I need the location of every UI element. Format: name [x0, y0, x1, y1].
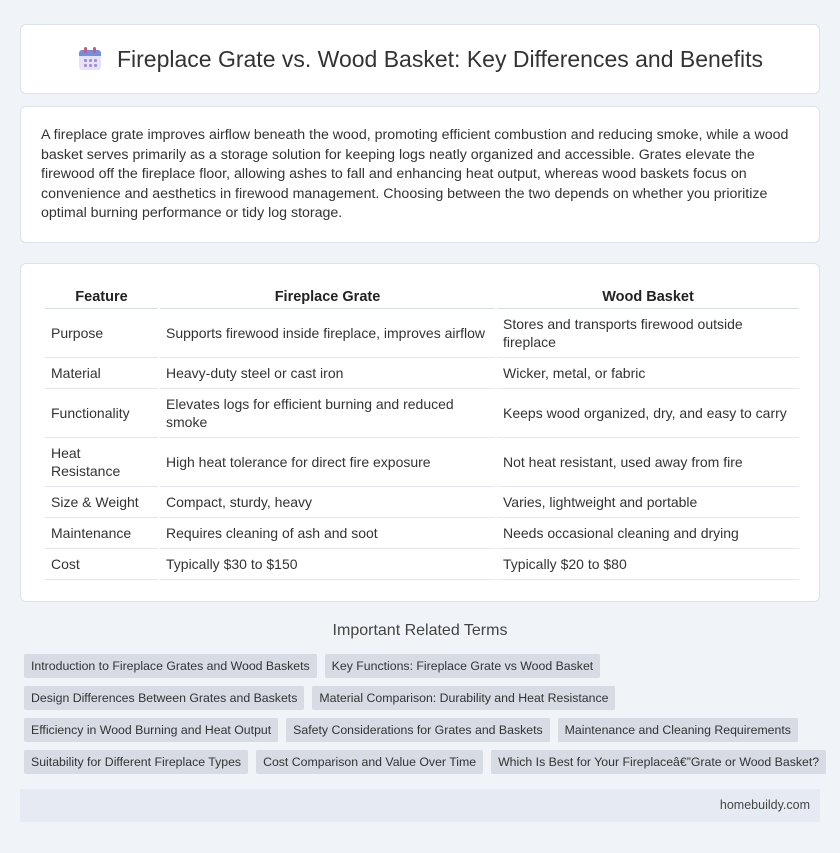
table-row [45, 487, 799, 518]
footer [20, 789, 820, 822]
title-card [20, 24, 820, 94]
basket-cell: Varies, lightweight and portable [497, 487, 799, 518]
table-row [45, 518, 799, 549]
header-fireplace-grate: Fireplace Grate [160, 285, 495, 309]
intro-paragraph: A fireplace grate improves airflow beneath the wood, promoting efficient combustion and reducing smoke, while a wood basket serves primarily as a storage solution for keeping logs neatly organized and accessible. Grates elevate the firewood off the fireplace floor, allowing ashes to fall and enhancing heat output, whereas wood baskets focus on convenience and aesthetics in firewood management. Choosing between the two depends on whether you prioritize optimal burning performance or tidy log storage. [41, 127, 789, 221]
related-term-tag[interactable]: Material Comparison: Durability and Heat Resistance [312, 686, 615, 710]
feature-cell: Functionality [45, 389, 158, 438]
related-terms-title: Important Related Terms [332, 622, 508, 639]
related-term-tag[interactable]: Which Is Best for Your Fireplaceâ€”Grate or Wood Basket? [491, 750, 826, 774]
basket-cell: Keeps wood organized, dry, and easy to carry [497, 389, 799, 438]
related-term-tag[interactable]: Introduction to Fireplace Grates and Wood Baskets [24, 654, 317, 678]
related-term-tag[interactable]: Efficiency in Wood Burning and Heat Output [24, 718, 278, 742]
grate-cell: Compact, sturdy, heavy [160, 487, 495, 518]
page-title: Fireplace Grate vs. Wood Basket: Key Differences and Benefits [116, 45, 764, 72]
basket-cell: Stores and transports firewood outside fireplace [497, 309, 799, 358]
table-row [45, 389, 799, 438]
feature-cell: Cost [45, 549, 158, 580]
basket-cell: Typically $20 to $80 [497, 549, 799, 580]
related-term-tag[interactable]: Suitability for Different Fireplace Types [24, 750, 248, 774]
related-terms-section [20, 622, 820, 651]
grate-cell: Supports firewood inside fireplace, improves airflow [160, 309, 495, 358]
comparison-table [43, 285, 801, 580]
feature-cell: Purpose [45, 309, 158, 358]
feature-cell: Heat Resistance [45, 438, 158, 487]
related-term-tag[interactable]: Key Functions: Fireplace Grate vs Wood Basket [325, 654, 601, 678]
related-terms-tags [24, 654, 820, 782]
header-feature: Feature [45, 285, 158, 309]
table-header-row [45, 285, 799, 309]
table-row [45, 549, 799, 580]
grate-cell: Requires cleaning of ash and soot [160, 518, 495, 549]
basket-cell: Wicker, metal, or fabric [497, 358, 799, 389]
related-term-tag[interactable]: Safety Considerations for Grates and Baskets [286, 718, 549, 742]
table-row [45, 358, 799, 389]
footer-site-link[interactable]: homebuildy.com [719, 798, 810, 812]
basket-cell: Not heat resistant, used away from fire [497, 438, 799, 487]
calendar-icon [77, 46, 103, 72]
basket-cell: Needs occasional cleaning and drying [497, 518, 799, 549]
grate-cell: Elevates logs for efficient burning and reduced smoke [160, 389, 495, 438]
related-term-tag[interactable]: Cost Comparison and Value Over Time [256, 750, 483, 774]
comparison-table-card [20, 263, 820, 602]
table-row [45, 438, 799, 487]
related-term-tag[interactable]: Design Differences Between Grates and Baskets [24, 686, 304, 710]
feature-cell: Material [45, 358, 158, 389]
related-term-tag[interactable]: Maintenance and Cleaning Requirements [558, 718, 798, 742]
feature-cell: Maintenance [45, 518, 158, 549]
intro-card [20, 106, 820, 243]
table-row [45, 309, 799, 358]
grate-cell: Typically $30 to $150 [160, 549, 495, 580]
feature-cell: Size & Weight [45, 487, 158, 518]
grate-cell: High heat tolerance for direct fire exposure [160, 438, 495, 487]
header-wood-basket: Wood Basket [497, 285, 799, 309]
grate-cell: Heavy-duty steel or cast iron [160, 358, 495, 389]
